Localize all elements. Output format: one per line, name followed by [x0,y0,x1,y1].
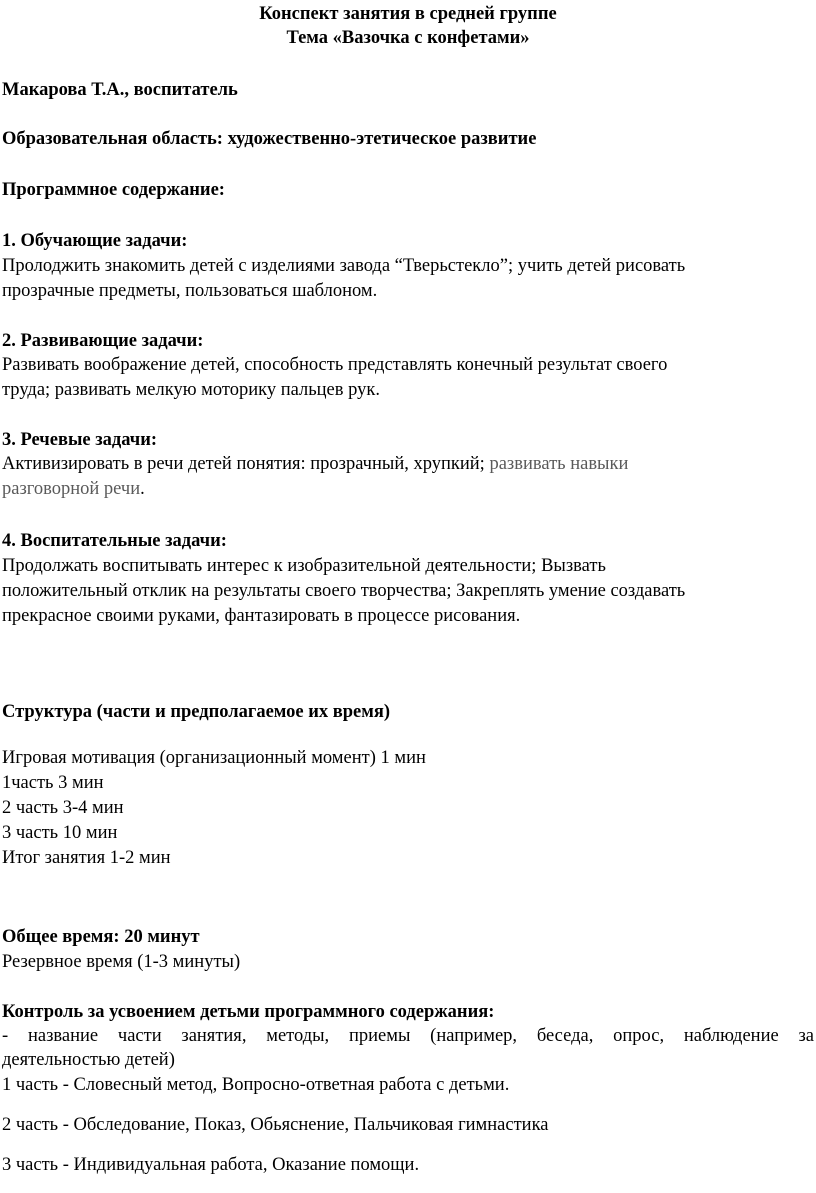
structure-item: 1часть 3 мин [2,773,104,793]
educational-area: Образовательная область: художественно-этетическое развитие [2,129,537,149]
reserve-time: Резервное время (1-3 минуты) [2,952,241,972]
total-time: Общее время: 20 минут [2,927,200,947]
control-intro: деятельностью детей) [2,1050,175,1070]
task-text-gray: развивать навыки [489,454,629,474]
structure-item: Игровая мотивация (организационный момент) 1 мин [2,748,426,768]
structure-item: 2 часть 3-4 мин [2,798,124,818]
task-text: Развивать воображение детей, способность представлять конечный результат своего [2,355,668,375]
task-heading: 1. Обучающие задачи: [2,231,188,251]
task-heading: 4. Воспитательные задачи: [2,531,227,551]
lesson-topic: Тема «Вазочка с конфетами» [286,28,530,48]
task-text [2,477,145,501]
control-heading: Контроль за усвоением детьми программного содержания: [2,1002,495,1022]
task-heading: 3. Речевые задачи: [2,430,158,450]
task-text: прозрачные предметы, пользоваться шаблоном. [2,281,378,301]
document-title: Конспект занятия в средней группе [259,4,557,24]
control-part: 2 часть - Обследование, Показ, Обьяснение, Пальчиковая гимнастика [2,1115,549,1135]
structure-item: 3 часть 10 мин [2,823,118,843]
author-line: Макарова Т.А., воспитатель [2,80,238,100]
task-text-gray: разговорной речи [2,479,141,499]
task-text: Продолжать воспитывать интерес к изобразительной деятельности; Вызвать [2,556,606,576]
task-text: труда; развивать мелкую моторику пальцев рук. [2,380,380,400]
structure-item: Итог занятия 1-2 мин [2,848,171,868]
task-text: положительный отклик на результаты своего творчества; Закреплять умение создавать [2,581,686,601]
structure-heading: Структура (части и предполагаемое их время) [2,702,391,722]
task-text: прекрасное своими руками, фантазировать в процессе рисования. [2,606,521,626]
control-part: 3 часть - Индивидуальная работа, Оказание помощи. [2,1155,420,1175]
task-text [2,452,628,476]
task-text-part: . [140,479,145,499]
control-intro: - название части занятия, методы, приемы (например, беседа, опрос, наблюдение за [2,1026,814,1046]
task-text: Пролоджить знакомить детей с изделиями завода “Тверьстекло”; учить детей рисовать [2,256,686,276]
control-part: 1 часть - Словесный метод, Вопросно-ответная работа с детьми. [2,1075,510,1095]
program-heading: Программное содержание: [2,180,225,200]
task-text-part: Активизировать в речи детей понятия: прозрачный, хрупкий; [2,454,490,474]
task-heading: 2. Развивающие задачи: [2,331,204,351]
